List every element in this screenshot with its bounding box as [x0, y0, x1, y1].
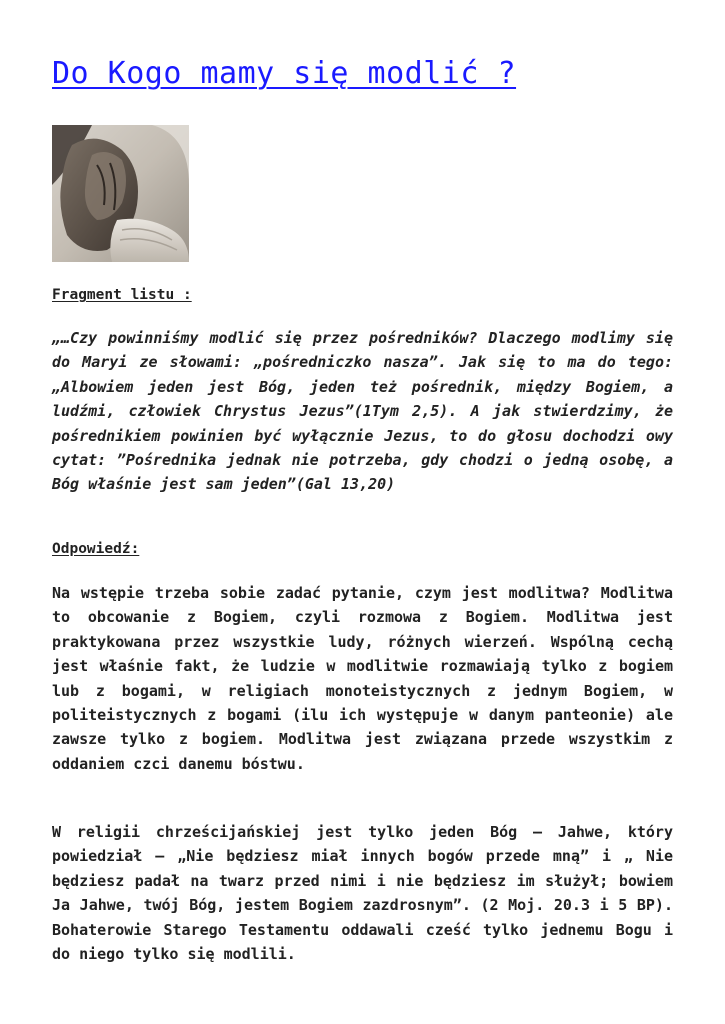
answer-heading: Odpowiedź: — [52, 541, 140, 557]
page-title[interactable]: Do Kogo mamy się modlić ? — [52, 56, 517, 91]
answer-paragraph-2: W religii chrześcijańskiej jest tylko jeden Bóg – Jahwe, który powiedział – „Nie będziesz miał innych bogów przede mną” i „ Nie będziesz padał na twarz przed nimi i nie będziesz im służył; bowiem Ja Jahwe, twój Bóg, jestem Bogiem zazdrosnym”. (2 Moj. 20.3 i 5 BP). Bohaterowie Starego Testamentu oddawali cześć tylko jednemu Bogu i do niego tylko się modlili. — [52, 823, 673, 964]
answer-paragraph-1: Na wstępie trzeba sobie zadać pytanie, czym jest modlitwa? Modlitwa to obcowanie z Bogiem, czyli rozmowa z Bogiem. Modlitwa jest praktykowana przez wszystkie ludy, różnych wierzeń. Wspólną cechą jest właśnie fakt, że ludzie w modlitwie rozmawiają tylko z bogiem lub z bogami, w religiach monoteistycznych z jednym Bogiem, w politeistycznych z bogami (ilu ich występuje w danym panteonie) ale zawsze tylko z bogiem. Modlitwa jest związana przede wszystkim z oddaniem czci danemu bóstwu. — [52, 584, 673, 773]
praying-hands-image — [52, 125, 189, 262]
praying-hands-photo — [52, 125, 189, 262]
fragment-heading: Fragment listu : — [52, 287, 192, 303]
fragment-quote: „…Czy powinniśmy modlić się przez pośredników? Dlaczego modlimy się do Maryi ze słowami: „pośredniczko nasza”. Jak się to ma do tego: „Albowiem jeden jest Bóg, jeden też pośrednik, między Bogiem, a ludźmi, człowiek Chrystus Jezus”(1Tym 2,5). A jak stwierdzimy, że pośrednikiem powinien być wyłącznie Jezus, to do głosu dochodzi owy cytat: ”Pośrednika jednak nie potrzeba, gdy chodzi o jedną osobę, a Bóg właśnie jest sam jeden”(Gal 13,20) — [52, 329, 673, 494]
